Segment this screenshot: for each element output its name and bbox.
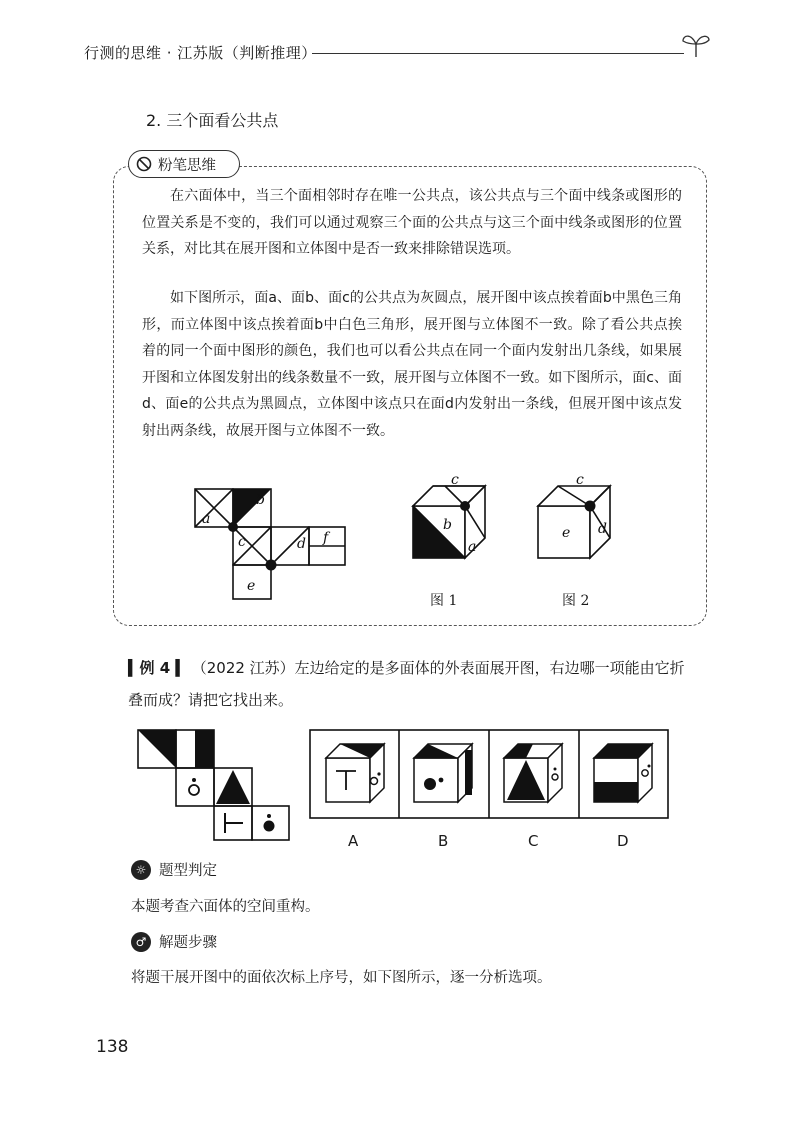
net-black-triangle: [233, 489, 271, 527]
sun-icon: ☼: [131, 860, 151, 880]
net-label-f: f: [323, 530, 329, 546]
steps-section-heading: [131, 931, 217, 952]
option-c-label[interactable]: C: [528, 832, 539, 850]
fig2-label-c: c: [576, 476, 584, 488]
figure1-cube: [405, 476, 495, 566]
net-label-b: b: [256, 492, 265, 508]
net-label-e: e: [247, 578, 256, 594]
option-d-cube[interactable]: [594, 744, 652, 802]
option-c-cube[interactable]: [504, 744, 562, 802]
example-4-question: [128, 652, 688, 716]
type-section-heading: [131, 859, 217, 880]
page-number: 138: [96, 1037, 129, 1057]
net-black-dot: [266, 560, 277, 571]
net-label-d: d: [297, 536, 306, 552]
type-section-body: 本题考查六面体的空间重构。: [131, 899, 320, 915]
fig1-label-c: c: [451, 476, 459, 488]
net-gray-dot: [228, 522, 238, 532]
fig2-label-d: d: [598, 521, 607, 537]
think-badge-label: 粉笔思维: [158, 157, 216, 174]
type-section-title: 题型判定: [159, 863, 217, 879]
figure1-caption: 图 1: [430, 593, 458, 609]
example-text: （2022 江苏）左边给定的是多面体的外表面展开图，右边哪一项能由它折叠而成？请把它找出来。: [128, 659, 685, 709]
no-entry-icon: [136, 156, 152, 172]
section-title: 2. 三个面看公共点: [146, 111, 279, 130]
figure2-caption: 图 2: [562, 593, 590, 609]
cube-net-diagram: [190, 486, 350, 604]
fig1-label-b: b: [443, 517, 452, 533]
fig1-label-a: a: [468, 539, 477, 555]
fig2-label-e: e: [562, 525, 571, 541]
think-paragraph-1: 在六面体中，当三个面相邻时存在唯一公共点，该公共点与三个面中线条或图形的位置关系是不变的，我们可以通过观察三个面的公共点与这三个面中线条或图形的位置关系，对比其在展开图和立体图中是否一致来排除错误选项。: [142, 188, 682, 257]
answer-options-frame: [308, 726, 672, 822]
option-a-cube[interactable]: [326, 744, 384, 802]
steps-section-title: 解题步骤: [159, 935, 217, 951]
male-symbol-icon: ♂: [131, 932, 151, 952]
steps-section-body: 将题干展开图中的面依次标上序号，如下图所示，逐一分析选项。: [131, 970, 552, 986]
option-a-label[interactable]: A: [348, 832, 359, 850]
figure2-cube: [530, 476, 620, 566]
net-label-c: c: [238, 534, 246, 550]
example-net-diagram: [135, 727, 295, 842]
option-d-label[interactable]: D: [617, 832, 629, 850]
think-paragraph-2: 如下图所示，面a、面b、面c的公共点为灰圆点，展开图中该点挨着面b中黑色三角形，而立体图中该点挨着面b中白色三角形，展开图与立体图不一致。除了看公共点挨着的同一个面中图形的颜色，我们也可以看公共点在同一个面内发射出几条线，如果展开图和立体图发射出的线条数量不一致，展开图与立体图不一致。如下图所示，面c、面d、面e的公共点为黑圆点，立体图中该点只在面d内发射出一条线，但展开图中该点发射出两条线，故展开图与立体图不一致。: [142, 290, 682, 439]
running-header: 行测的思维 · 江苏版（判断推理）: [84, 44, 317, 62]
sprout-icon: [680, 30, 712, 58]
think-badge: [128, 150, 240, 178]
option-b-label[interactable]: B: [438, 832, 449, 850]
option-b-cube[interactable]: [414, 744, 472, 802]
header-rule: [312, 53, 684, 54]
example-tag: ▍例 4 ▍: [128, 659, 187, 677]
net-label-a: a: [202, 511, 211, 527]
